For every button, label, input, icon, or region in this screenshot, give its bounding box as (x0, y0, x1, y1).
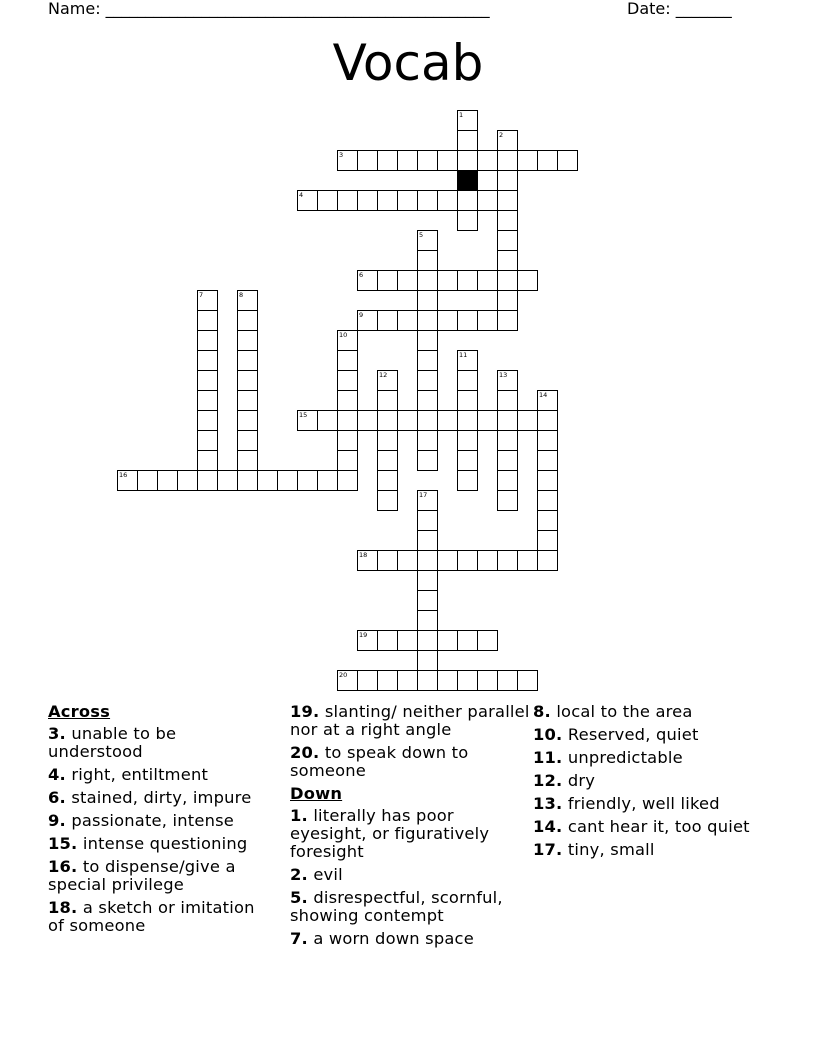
grid-cell[interactable] (538, 491, 558, 511)
grid-cell[interactable] (458, 431, 478, 451)
clue-across-16 (48, 858, 270, 894)
clue-number-label: 19 (359, 631, 368, 639)
grid-cell[interactable] (238, 451, 258, 471)
clue-across-9 (48, 812, 270, 830)
clue-text: dry (567, 771, 596, 790)
grid-cell[interactable] (178, 471, 198, 491)
grid-cell[interactable] (458, 451, 478, 471)
grid-cell[interactable] (498, 271, 518, 291)
grid-cell[interactable] (498, 251, 518, 271)
grid-cell[interactable] (318, 411, 338, 431)
grid-cell[interactable] (218, 471, 238, 491)
grid-cell[interactable] (138, 471, 158, 491)
grid-cell[interactable] (438, 311, 458, 331)
clue-number: 1. (290, 806, 308, 825)
grid-cell[interactable] (278, 471, 298, 491)
grid-cell[interactable] (378, 391, 398, 411)
grid-cell[interactable] (538, 531, 558, 551)
grid-cell[interactable] (438, 671, 458, 691)
across-heading: Across (48, 702, 111, 721)
grid-cell[interactable] (418, 371, 438, 391)
clue-number: 13. (533, 794, 563, 813)
clue-down-2 (290, 866, 530, 884)
grid-cell[interactable] (418, 151, 438, 171)
grid-cell[interactable] (238, 431, 258, 451)
grid-cell[interactable] (418, 651, 438, 671)
grid-cell[interactable] (538, 511, 558, 531)
grid-cell[interactable] (458, 151, 478, 171)
clue-number-label: 17 (419, 491, 428, 499)
date-field-label: Date: _______ (627, 0, 732, 18)
grid-cell[interactable] (538, 471, 558, 491)
grid-cell[interactable] (418, 251, 438, 271)
grid-cell[interactable] (418, 331, 438, 351)
clue-text: to dispense/give a special privilege (48, 857, 236, 894)
clue-number-label: 10 (339, 331, 348, 339)
clue-down-17 (533, 841, 773, 859)
clue-number: 19. (290, 702, 320, 721)
clue-number-label: 20 (339, 671, 348, 679)
grid-cell[interactable] (498, 411, 518, 431)
clue-number: 18. (48, 898, 78, 917)
clue-number-label: 14 (539, 391, 548, 399)
clue-text: passionate, intense (71, 811, 234, 830)
grid-cell[interactable] (338, 351, 358, 371)
grid-cell[interactable] (438, 411, 458, 431)
grid-cell[interactable] (338, 431, 358, 451)
grid-cell[interactable] (538, 411, 558, 431)
grid-cell[interactable] (338, 191, 358, 211)
grid-cell[interactable] (438, 191, 458, 211)
grid-cell[interactable] (378, 311, 398, 331)
clue-text: stained, dirty, impure (71, 788, 252, 807)
grid-cell[interactable] (418, 411, 438, 431)
clue-number-label: 7 (199, 291, 204, 299)
grid-cell[interactable] (418, 671, 438, 691)
grid-cell[interactable] (238, 411, 258, 431)
clue-down-10 (533, 726, 773, 744)
grid-cell[interactable] (458, 271, 478, 291)
clue-column-2 (290, 703, 530, 953)
clue-across-15 (48, 835, 270, 853)
grid-cell[interactable] (498, 671, 518, 691)
grid-cell[interactable] (478, 311, 498, 331)
grid-cell[interactable] (418, 351, 438, 371)
grid-cell[interactable] (358, 671, 378, 691)
grid-cell[interactable] (398, 271, 418, 291)
grid-cell[interactable] (538, 451, 558, 471)
clue-number-label: 1 (459, 111, 464, 119)
grid-cell[interactable] (458, 551, 478, 571)
clue-text: to speak down to someone (290, 743, 469, 780)
grid-cell[interactable] (198, 411, 218, 431)
grid-cell[interactable] (418, 391, 438, 411)
clue-number: 4. (48, 765, 66, 784)
grid-cell[interactable] (478, 191, 498, 211)
grid-cell[interactable] (418, 571, 438, 591)
clue-number: 3. (48, 724, 66, 743)
grid-cell[interactable] (238, 371, 258, 391)
grid-cell[interactable] (498, 151, 518, 171)
clue-number-label: 3 (339, 151, 344, 159)
grid-cell[interactable] (378, 491, 398, 511)
grid-cell[interactable] (338, 451, 358, 471)
grid-cell[interactable] (238, 331, 258, 351)
grid-cell[interactable] (238, 311, 258, 331)
grid-cell[interactable] (458, 191, 478, 211)
clue-number-label: 11 (459, 351, 468, 359)
grid-cell[interactable] (498, 551, 518, 571)
clue-column-3 (533, 703, 773, 864)
clue-text: unable to be understood (48, 724, 177, 761)
clue-number: 14. (533, 817, 563, 836)
grid-cell[interactable] (458, 391, 478, 411)
grid-cell[interactable] (478, 411, 498, 431)
clue-number: 6. (48, 788, 66, 807)
grid-cell[interactable] (418, 291, 438, 311)
grid-cell[interactable] (458, 131, 478, 151)
grid-cell[interactable] (418, 611, 438, 631)
clue-across-6 (48, 789, 270, 807)
grid-cell[interactable] (338, 411, 358, 431)
clue-number: 2. (290, 865, 308, 884)
grid-cell[interactable] (258, 471, 278, 491)
grid-cell[interactable] (398, 151, 418, 171)
grid-cell[interactable] (378, 551, 398, 571)
clue-text: Reserved, quiet (567, 725, 699, 744)
grid-cell[interactable] (498, 171, 518, 191)
grid-cell[interactable] (498, 191, 518, 211)
grid-cell[interactable] (238, 471, 258, 491)
clue-text: literally has poor eyesight, or figuratively foresight (290, 806, 490, 861)
clue-down-12 (533, 772, 773, 790)
grid-cell[interactable] (478, 271, 498, 291)
clue-number: 8. (533, 702, 551, 721)
grid-cell[interactable] (238, 391, 258, 411)
clue-text: disrespectful, scornful, showing contempt (290, 888, 503, 925)
grid-cell[interactable] (338, 371, 358, 391)
grid-cell[interactable] (518, 411, 538, 431)
grid-cell[interactable] (458, 311, 478, 331)
name-field-label: Name: ________________________________________________ (48, 0, 490, 18)
grid-cell[interactable] (518, 671, 538, 691)
grid-cell[interactable] (438, 151, 458, 171)
grid-cell[interactable] (398, 411, 418, 431)
clue-number-label: 15 (299, 411, 308, 419)
grid-cell[interactable] (418, 191, 438, 211)
clue-number: 10. (533, 725, 563, 744)
grid-cell[interactable] (418, 531, 438, 551)
clue-column-1 (48, 703, 270, 940)
clue-down-13 (533, 795, 773, 813)
grid-cell[interactable] (378, 471, 398, 491)
grid-cell[interactable] (418, 551, 438, 571)
clue-down-1 (290, 807, 530, 861)
grid-cell[interactable] (458, 471, 478, 491)
clue-number: 5. (290, 888, 308, 907)
grid-cell[interactable] (198, 451, 218, 471)
grid-cell[interactable] (198, 391, 218, 411)
grid-cell[interactable] (358, 191, 378, 211)
grid-cell[interactable] (378, 451, 398, 471)
grid-cell[interactable] (238, 351, 258, 371)
grid-cell[interactable] (458, 211, 478, 231)
grid-cell[interactable] (478, 551, 498, 571)
grid-cell[interactable] (378, 431, 398, 451)
grid-cell[interactable] (498, 311, 518, 331)
grid-cell[interactable] (398, 671, 418, 691)
clue-number-label: 6 (359, 271, 364, 279)
grid-cell[interactable] (518, 151, 538, 171)
grid-cell[interactable] (198, 371, 218, 391)
grid-cell[interactable] (158, 471, 178, 491)
clue-text: a worn down space (313, 929, 474, 948)
grid-cell[interactable] (538, 551, 558, 571)
clue-across-19 (290, 703, 530, 739)
grid-cell[interactable] (478, 671, 498, 691)
clue-number: 9. (48, 811, 66, 830)
clue-text: evil (313, 865, 343, 884)
grid-cell[interactable] (438, 631, 458, 651)
grid-cell[interactable] (478, 631, 498, 651)
grid-cell[interactable] (498, 491, 518, 511)
clue-number-label: 9 (359, 311, 364, 319)
clue-number-label: 5 (419, 231, 424, 239)
grid-cell[interactable] (418, 631, 438, 651)
clue-text: a sketch or imitation of someone (48, 898, 255, 935)
clue-number: 12. (533, 771, 563, 790)
grid-cell[interactable] (318, 191, 338, 211)
clue-number: 16. (48, 857, 78, 876)
grid-cell[interactable] (518, 551, 538, 571)
grid-cell[interactable] (558, 151, 578, 171)
clue-text: slanting/ neither parallel nor at a right angle (290, 702, 530, 739)
clue-text: intense questioning (82, 834, 248, 853)
clue-number-label: 18 (359, 551, 368, 559)
grid-cell[interactable] (398, 191, 418, 211)
grid-cell[interactable] (398, 551, 418, 571)
clue-down-11 (533, 749, 773, 767)
grid-cell[interactable] (538, 431, 558, 451)
grid-cell[interactable] (418, 451, 438, 471)
grid-cell[interactable] (498, 211, 518, 231)
grid-cell[interactable] (198, 431, 218, 451)
grid-cell[interactable] (438, 551, 458, 571)
grid-cell[interactable] (418, 591, 438, 611)
grid-cell[interactable] (458, 411, 478, 431)
grid-cell[interactable] (478, 151, 498, 171)
grid-cell[interactable] (378, 671, 398, 691)
grid-cell[interactable] (378, 271, 398, 291)
clue-text: tiny, small (567, 840, 655, 859)
clue-down-7 (290, 930, 530, 948)
clue-number-label: 8 (239, 291, 244, 299)
grid-cell[interactable] (498, 291, 518, 311)
grid-cell[interactable] (378, 631, 398, 651)
grid-cell[interactable] (358, 151, 378, 171)
clue-text: friendly, well liked (567, 794, 720, 813)
grid-cell[interactable] (358, 411, 378, 431)
clue-across-20 (290, 744, 530, 780)
grid-cell[interactable] (498, 391, 518, 411)
grid-cell[interactable] (418, 431, 438, 451)
clue-down-8 (533, 703, 773, 721)
grid-cell[interactable] (318, 471, 338, 491)
clue-number: 11. (533, 748, 563, 767)
clue-number: 17. (533, 840, 563, 859)
grid-cell[interactable] (458, 371, 478, 391)
grid-cell[interactable] (518, 271, 538, 291)
clue-text: cant hear it, too quiet (567, 817, 750, 836)
grid-cell[interactable] (498, 431, 518, 451)
grid-cell[interactable] (378, 411, 398, 431)
clue-across-18 (48, 899, 270, 935)
clue-number: 7. (290, 929, 308, 948)
clue-across-3 (48, 725, 270, 761)
clue-number-label: 4 (299, 191, 304, 199)
grid-cell[interactable] (458, 631, 478, 651)
grid-cell[interactable] (458, 671, 478, 691)
clue-text: unpredictable (567, 748, 683, 767)
clue-text: local to the area (556, 702, 693, 721)
grid-cell[interactable] (418, 311, 438, 331)
clue-number-label: 13 (499, 371, 508, 379)
grid-cell[interactable] (418, 511, 438, 531)
grid-cell[interactable] (498, 471, 518, 491)
clue-number: 20. (290, 743, 320, 762)
grid-cell[interactable] (298, 471, 318, 491)
clue-text: right, entiltment (71, 765, 209, 784)
clue-down-5 (290, 889, 530, 925)
clue-across-4 (48, 766, 270, 784)
grid-cell[interactable] (398, 311, 418, 331)
grid-cell[interactable] (398, 631, 418, 651)
page-title: Vocab (332, 34, 484, 92)
grid-cell[interactable] (538, 151, 558, 171)
grid-cell[interactable] (198, 351, 218, 371)
down-heading: Down (290, 784, 343, 803)
grid-cell[interactable] (198, 471, 218, 491)
grid-cell[interactable] (378, 191, 398, 211)
grid-cell[interactable] (198, 331, 218, 351)
grid-cell[interactable] (498, 451, 518, 471)
grid-cell[interactable] (418, 271, 438, 291)
blocked-cell (458, 171, 478, 191)
grid-cell[interactable] (378, 151, 398, 171)
grid-cell[interactable] (338, 471, 358, 491)
grid-cell[interactable] (198, 311, 218, 331)
grid-cell[interactable] (438, 271, 458, 291)
grid-cell[interactable] (498, 231, 518, 251)
grid-cell[interactable] (338, 391, 358, 411)
clue-number-label: 12 (379, 371, 388, 379)
clue-number-label: 2 (499, 131, 504, 139)
clue-number-label: 16 (119, 471, 128, 479)
clue-down-14 (533, 818, 773, 836)
clue-number: 15. (48, 834, 78, 853)
